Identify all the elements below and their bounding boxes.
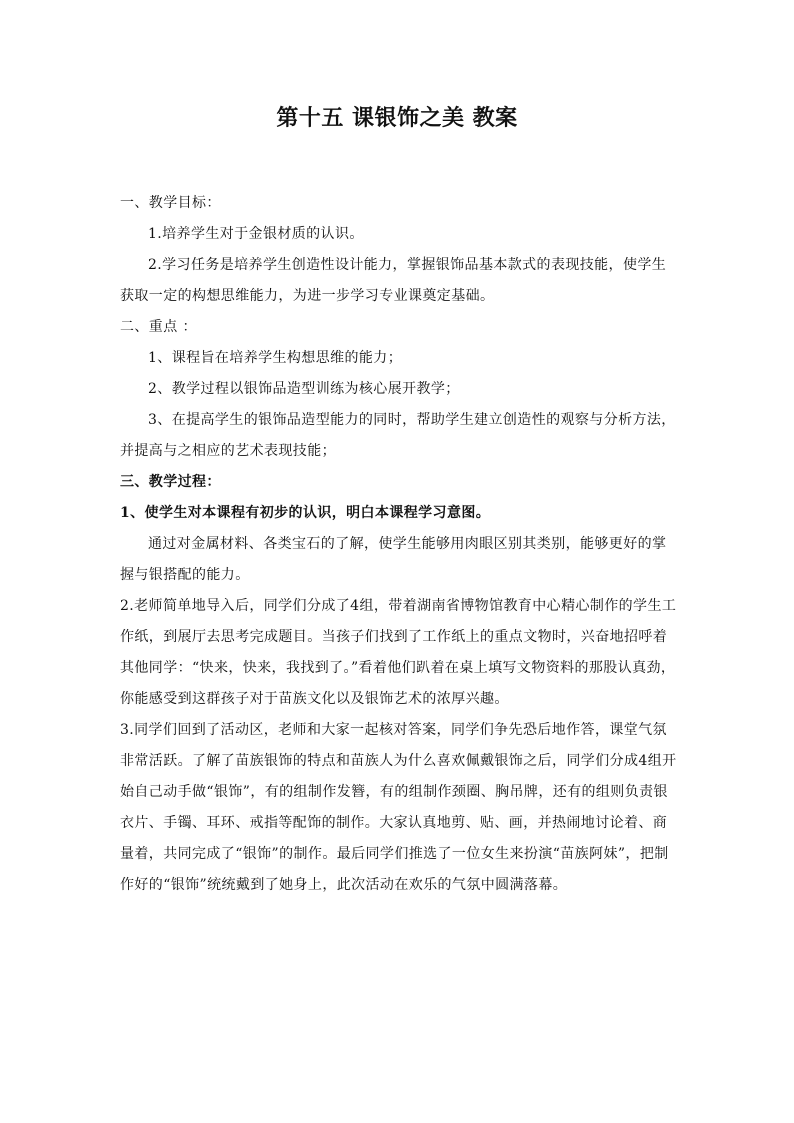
process-step-1-detail: 通过对金属材料、各类宝石的了解，使学生能够用肉眼区别其类别，能够更好的掌握与银搭配的能力。: [120, 536, 667, 583]
section-heading-key-points: 二、重点 ：: [120, 319, 197, 335]
objective-item-1: 1.培养学生对于金银材质的认识。: [148, 226, 364, 242]
key-point-2: 2、教学过程以银饰品造型训练为核心展开教学；: [148, 381, 460, 397]
document-body: [120, 188, 680, 901]
key-point-1: 1、课程旨在培养学生构想思维的能力；: [148, 350, 403, 366]
process-step-2: 2.老师简单地导入后，同学们分成了4组，带着湖南省博物馆教育中心精心制作的学生工作纸，到展厅去思考完成题目。当孩子们找到了工作纸上的重点文物时，兴奋地招呼着其他同学：“快来，快来，我找到了。”看着他们趴着在桌上填写文物资料的那股认真劲，你能感受到这群孩子对于苗族文化以及银饰艺术的浓厚兴趣。: [120, 598, 677, 707]
section-heading-process: 三、教学过程：: [120, 474, 221, 490]
section-heading-objectives: 一、教学目标：: [120, 195, 221, 211]
process-step-3: 3.同学们回到了活动区，老师和大家一起核对答案，同学们争先恐后地作答，课堂气氛非常活跃。了解了苗族银饰的特点和苗族人为什么喜欢佩戴银饰之后，同学们分成4组开始自己动手做“银饰”，有的组制作发簪，有的组制作颈圈、胸吊牌，还有的组则负责银衣片、手镯、耳环、戒指等配饰的制作。大家认真地剪、贴、画，并热闹地讨论着、商量着，共同完成了“银饰”的制作。最后同学们推选了一位女生来扮演“苗族阿妹”，把制作好的“银饰”统统戴到了她身上，此次活动在欢乐的气氛中圆满落幕。: [120, 722, 677, 893]
document-title: 第十五 课银饰之美 教案: [276, 105, 518, 131]
objective-item-2: 2.学习任务是培养学生创造性设计能力，掌握银饰品基本款式的表现技能，使学生获取一定的构想思维能力，为进一步学习专业课奠定基础。: [120, 257, 667, 304]
key-point-3: 3、在提高学生的银饰品造型能力的同时，帮助学生建立创造性的观察与分析方法，并提高与之相应的艺术表现技能；: [120, 412, 676, 459]
process-step-1: 1、使学生对本课程有初步的认识，明白本课程学习意图。: [120, 505, 491, 521]
